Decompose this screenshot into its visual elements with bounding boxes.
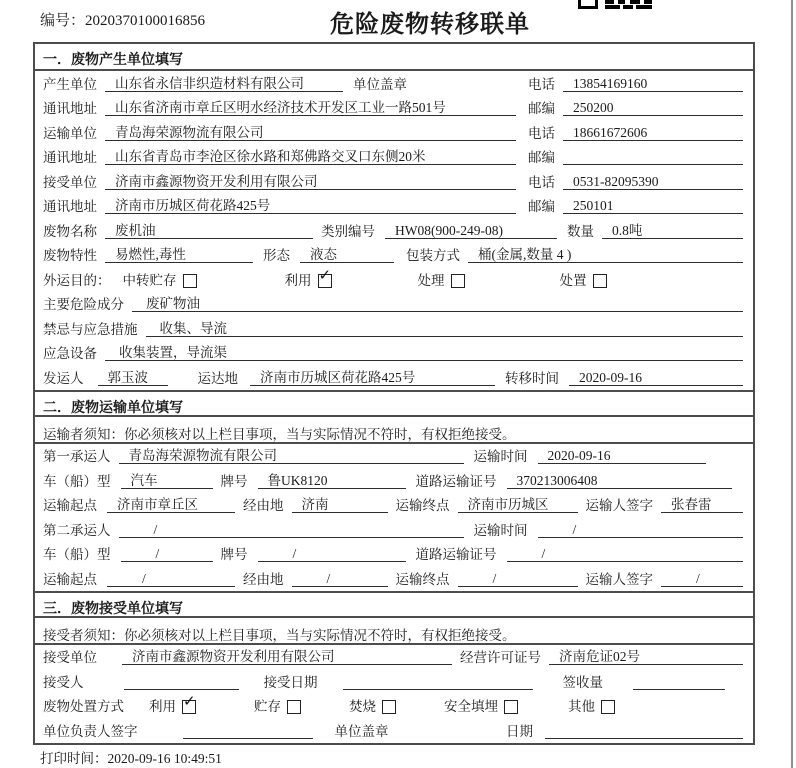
receiver-phone-field: 0531-82095390 xyxy=(563,174,743,190)
purpose-use-checkbox[interactable]: ✓ xyxy=(318,274,332,288)
disposal-landfill-label: 安全填埋 xyxy=(444,699,498,714)
row-responsible-sign xyxy=(35,718,753,743)
producer-unit-label: 产生单位 xyxy=(43,76,97,92)
row-route-2 xyxy=(35,566,753,591)
receiver-phone-label: 电话 xyxy=(528,174,555,190)
unit-seal-label: 单位盖章 xyxy=(353,76,407,92)
row-transfer-purpose xyxy=(35,267,753,292)
taboo-measures-label: 禁忌与应急措施 xyxy=(43,321,138,337)
hazard-component-label: 主要危险成分 xyxy=(43,297,124,312)
date-field xyxy=(545,724,743,739)
transport-address-field: 山东省青岛市李沧区徐水路和郑佛路交叉口东侧20米 xyxy=(105,149,516,165)
accept-person-label: 接受人 xyxy=(43,674,84,690)
row-second-carrier xyxy=(35,517,753,542)
plate-field: 鲁UK8120 xyxy=(258,473,406,489)
qr-code-fragment xyxy=(578,0,666,9)
waste-traits-label: 废物特性 xyxy=(43,248,97,263)
road-permit-field: 370213006408 xyxy=(507,473,732,489)
first-carrier-label: 第一承运人 xyxy=(43,449,111,464)
waste-traits-field: 易燃性,毒性 xyxy=(105,247,253,263)
vehicle-type-2-label: 车（船）型 xyxy=(43,547,111,562)
disposal-use-label: 利用 xyxy=(149,699,176,714)
destination-label: 运达地 xyxy=(197,370,238,386)
producer-phone-field: 13854169160 xyxy=(563,76,743,92)
transport-unit-label: 运输单位 xyxy=(43,125,97,141)
receiver-address-label: 通讯地址 xyxy=(43,199,97,214)
receiver-zip-field: 250101 xyxy=(563,198,743,214)
vehicle-type-field: 汽车 xyxy=(121,473,213,489)
second-carrier-field: / xyxy=(119,522,464,538)
route-start-label: 运输起点 xyxy=(43,498,97,513)
receiver-unit-label: 接受单位 xyxy=(43,174,97,190)
taboo-measures-field: 收集、导流 xyxy=(146,321,744,337)
plate-2-field: / xyxy=(258,546,406,562)
received-qty-field xyxy=(633,675,725,690)
row-waste-name xyxy=(35,218,753,243)
section-receiver-title: 三．废物接受单位填写 xyxy=(35,591,753,618)
route-end-2-label: 运输终点 xyxy=(395,571,450,587)
waste-qty-label: 数量 xyxy=(567,223,594,239)
accept-date-label: 接受日期 xyxy=(263,674,318,690)
row-dispatcher xyxy=(35,365,753,390)
row-first-carrier xyxy=(35,444,753,469)
purpose-treat-checkbox[interactable] xyxy=(451,274,465,288)
route-via-label: 经由地 xyxy=(243,498,284,513)
row-waste-traits xyxy=(35,243,753,268)
disposal-option-landfill xyxy=(444,699,518,714)
packaging-label: 包装方式 xyxy=(406,248,460,263)
transport-time-2-label: 运输时间 xyxy=(473,522,528,538)
row-receiver-unit xyxy=(35,169,753,194)
section-transport xyxy=(35,390,753,591)
disposal-option-incinerate xyxy=(349,699,396,714)
road-permit-label: 道路运输证号 xyxy=(415,473,497,489)
disposal-option-other xyxy=(568,699,615,714)
section-producer-title: 一．废物产生单位填写 xyxy=(35,44,753,71)
producer-unit-field: 山东省永信非织造材料有限公司 xyxy=(105,76,343,92)
waste-form-label: 形态 xyxy=(263,248,290,263)
waste-name-label: 废物名称 xyxy=(43,223,97,239)
row-route-1 xyxy=(35,493,753,518)
row-hazard-component xyxy=(35,292,753,317)
second-carrier-label: 第二承运人 xyxy=(43,522,111,538)
vehicle-type-2-field: / xyxy=(121,546,213,562)
row-producer-unit xyxy=(35,71,753,96)
route-start-2-label: 运输起点 xyxy=(43,571,97,587)
disposal-other-label: 其他 xyxy=(568,699,595,714)
waste-code-label: 类别编号 xyxy=(321,223,375,239)
print-time-value: 2020-09-16 10:49:51 xyxy=(107,751,222,766)
carrier-sign-2-field: / xyxy=(661,571,743,587)
purpose-option-storage xyxy=(123,273,197,288)
first-carrier-field: 青岛海荣源物流有限公司 xyxy=(119,448,464,464)
producer-address-label: 通讯地址 xyxy=(43,101,97,116)
carrier-sign-2-label: 运输人签字 xyxy=(585,571,653,587)
packaging-field: 桶(金属,数量 4 ) xyxy=(468,247,743,263)
road-permit-2-field: / xyxy=(507,546,744,562)
section-producer xyxy=(35,44,753,390)
accept-person-field xyxy=(124,675,239,690)
row-emergency-equipment xyxy=(35,341,753,366)
transport-notice: 运输者须知：你必须核对以上栏目事项，当与实际情况不符时，有权拒绝接受。 xyxy=(35,417,753,444)
transport-time-field: 2020-09-16 xyxy=(538,448,706,464)
purpose-dispose-label: 处置 xyxy=(559,272,587,288)
responsible-sign-label: 单位负责人签字 xyxy=(43,723,138,739)
disposal-method-label: 废物处置方式 xyxy=(43,699,124,714)
producer-zip-label: 邮编 xyxy=(528,101,555,116)
print-time-label: 打印时间： xyxy=(40,751,108,766)
dispatcher-field: 郭玉波 xyxy=(98,370,168,386)
row-disposal-method xyxy=(35,694,753,719)
purpose-use-label: 利用 xyxy=(284,272,312,288)
route-via-field: 济南 xyxy=(292,497,388,513)
row-producer-address xyxy=(35,96,753,121)
producer-phone-label: 电话 xyxy=(528,76,555,92)
receiver-address-field: 济南市历城区荷花路425号 xyxy=(105,198,516,214)
disposal-incinerate-checkbox[interactable] xyxy=(382,700,396,714)
disposal-incinerate-label: 焚烧 xyxy=(349,699,376,714)
disposal-landfill-checkbox[interactable] xyxy=(504,700,518,714)
plate-2-label: 牌号 xyxy=(220,547,248,562)
print-time xyxy=(40,747,222,767)
section-receiver xyxy=(35,591,753,743)
row-transport-unit xyxy=(35,120,753,145)
emergency-equipment-field: 收集装置，导流渠 xyxy=(105,345,743,361)
transport-time-label: 运输时间 xyxy=(473,449,528,464)
transport-zip-label: 邮编 xyxy=(528,150,555,165)
purpose-treat-label: 处理 xyxy=(417,272,445,288)
receiver-unit-field: 济南市鑫源物资开发利用有限公司 xyxy=(105,174,516,190)
disposal-store-checkbox[interactable] xyxy=(287,700,301,714)
route-end-2-field: / xyxy=(458,571,578,587)
producer-zip-field: 250200 xyxy=(563,100,743,116)
purpose-storage-checkbox[interactable] xyxy=(183,274,197,288)
date-label: 日期 xyxy=(506,723,533,739)
waste-code-field: HW08(900-249-08) xyxy=(385,223,557,239)
unit-seal-2-label: 单位盖章 xyxy=(334,723,389,739)
disposal-other-checkbox[interactable] xyxy=(601,700,615,714)
plate-label: 牌号 xyxy=(220,473,248,489)
hazard-component-field: 废矿物油 xyxy=(132,296,743,312)
dispatcher-label: 发运人 xyxy=(43,370,84,386)
receiver-notice: 接受者须知：你必须核对以上栏目事项，当与实际情况不符时，有权拒绝接受。 xyxy=(35,618,753,645)
license-field: 济南危证02号 xyxy=(549,649,743,665)
purpose-option-treat xyxy=(418,273,465,288)
waste-name-field: 废机油 xyxy=(105,223,313,239)
transfer-purpose-label: 外运目的： xyxy=(43,272,111,288)
vehicle-type-label: 车（船）型 xyxy=(43,473,111,489)
row-taboo-measures xyxy=(35,316,753,341)
accept-date-field xyxy=(343,675,533,690)
license-label: 经营许可证号 xyxy=(460,650,541,665)
row-vehicle-1 xyxy=(35,468,753,493)
transport-phone-label: 电话 xyxy=(528,125,555,141)
disposal-store-label: 贮存 xyxy=(254,699,281,714)
road-permit-2-label: 道路运输证号 xyxy=(415,547,497,562)
disposal-option-store xyxy=(254,699,301,714)
route-end-label: 运输终点 xyxy=(395,498,450,513)
transport-zip-field xyxy=(563,150,743,165)
purpose-storage-label: 中转贮存 xyxy=(122,272,177,288)
transport-phone-field: 18661672606 xyxy=(563,125,743,141)
receiver-zip-label: 邮编 xyxy=(528,199,555,214)
transport-time-2-field: / xyxy=(538,522,744,538)
route-via-2-label: 经由地 xyxy=(243,571,284,587)
carrier-sign-label: 运输人签字 xyxy=(585,498,653,513)
purpose-option-dispose xyxy=(560,273,607,288)
transfer-date-label: 转移时间 xyxy=(505,370,559,386)
row-accept-person xyxy=(35,669,753,694)
serial-value: 2020370100016856 xyxy=(85,13,206,29)
carrier-sign-field: 张春雷 xyxy=(661,497,743,513)
waste-qty-field: 0.8吨 xyxy=(602,223,743,239)
page-edge-line xyxy=(791,0,793,768)
transport-address-label: 通讯地址 xyxy=(43,150,97,165)
responsible-sign-field xyxy=(183,724,313,739)
row-transport-address xyxy=(35,145,753,170)
route-start-field: 济南市章丘区 xyxy=(107,497,235,513)
emergency-equipment-label: 应急设备 xyxy=(43,346,97,361)
producer-address-field: 山东省济南市章丘区明水经济技术开发区工业一路501号 xyxy=(105,100,516,116)
accept-unit-label: 接受单位 xyxy=(43,650,97,665)
form-title: 危险废物转移联单 xyxy=(330,10,530,38)
row-receiver-address xyxy=(35,194,753,219)
transport-unit-field: 青岛海荣源物流有限公司 xyxy=(105,125,516,141)
route-end-field: 济南市历城区 xyxy=(458,497,578,513)
purpose-option-use xyxy=(284,265,332,288)
section-transport-title: 二．废物运输单位填写 xyxy=(35,390,753,417)
received-qty-label: 签收量 xyxy=(562,674,603,690)
transfer-date-field: 2020-09-16 xyxy=(569,370,743,386)
purpose-dispose-checkbox[interactable] xyxy=(593,274,607,288)
form-table xyxy=(33,42,755,745)
row-accept-unit xyxy=(35,645,753,670)
waste-form-field: 液态 xyxy=(300,247,394,263)
disposal-use-checkbox[interactable]: ✓ xyxy=(182,700,196,714)
route-start-2-field: / xyxy=(107,571,235,587)
destination-field: 济南市历城区荷花路425号 xyxy=(250,370,495,386)
accept-unit-field: 济南市鑫源物资开发利用有限公司 xyxy=(122,649,452,665)
row-vehicle-2 xyxy=(35,542,753,567)
disposal-option-use xyxy=(149,692,196,714)
route-via-2-field: / xyxy=(292,571,388,587)
serial-label: 编号： xyxy=(40,13,86,29)
